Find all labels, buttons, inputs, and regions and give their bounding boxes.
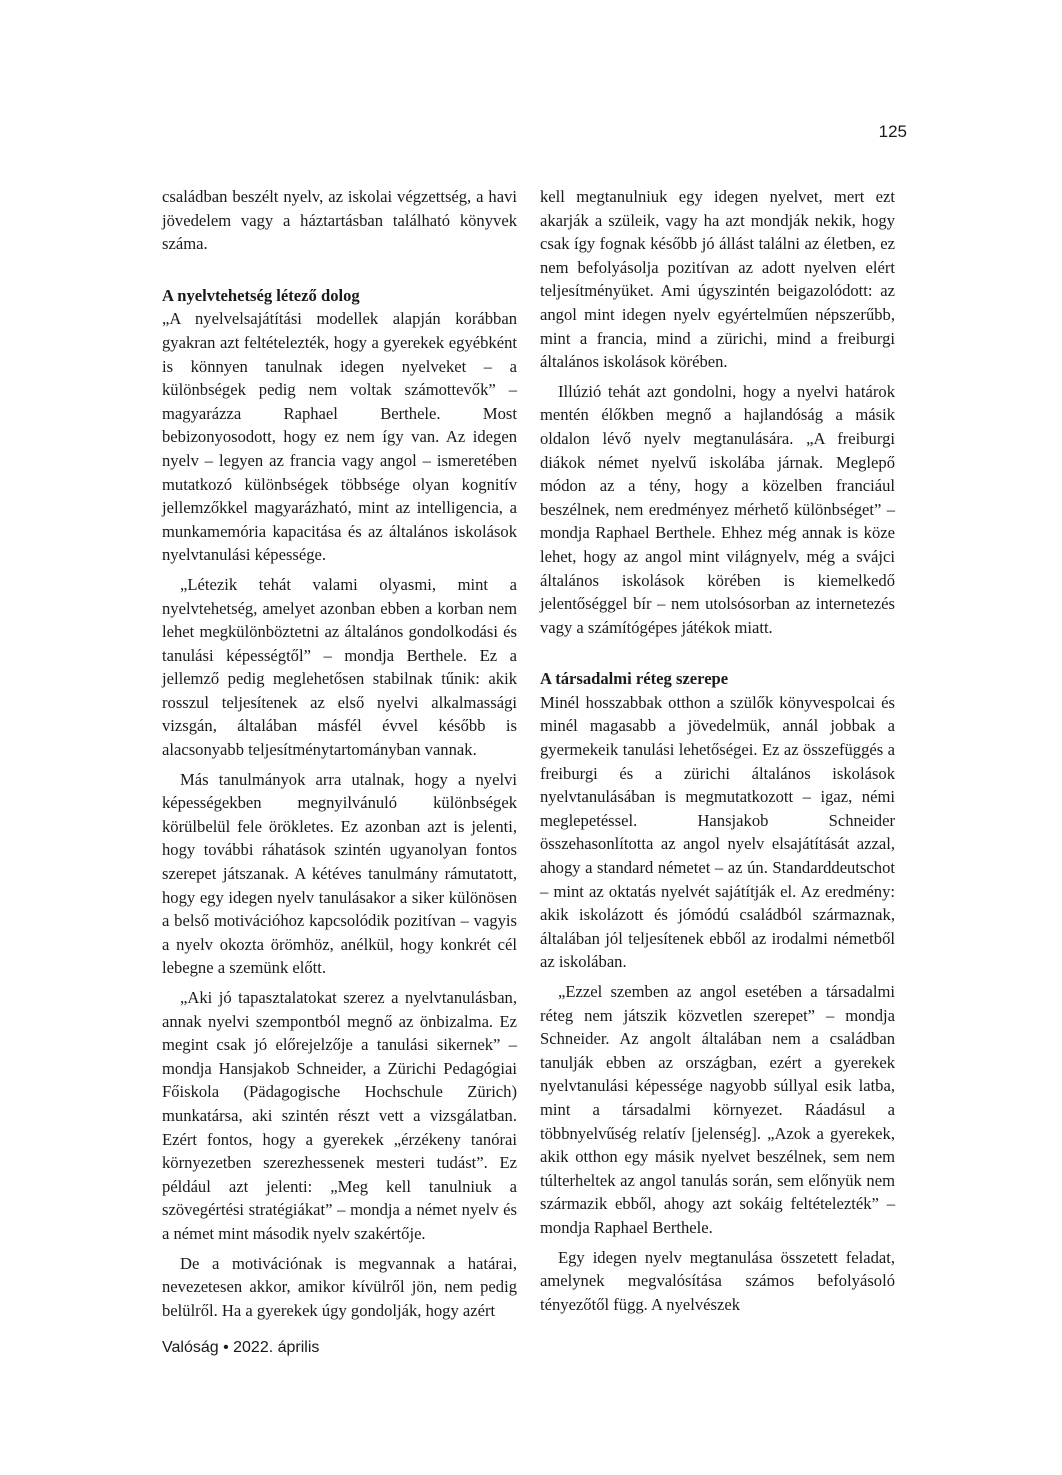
paragraph: Illúzió tehát azt gondolni, hogy a nyelvi határok mentén élőkben megnő a hajlandóság a másik oldalon lévő nyelv megtanulására. „A freiburgi diákok német nyelvű iskolába járnak. Meglepő módon az a tény, hogy a közelben franciául beszélnek, nem eredményez mérhető különbséget” – mondja Raphael Berthele. Ehhez még annak is köze lehet, hogy az angol mint világnyelv, még a svájci általános iskolások körében is kiemelkedő jelentőséggel bír – nem utolsósorban az internetezés vagy a számítógépes játékok miatt. [540, 381, 895, 637]
section-heading: A társadalmi réteg szerepe [540, 669, 729, 689]
paragraph: „Aki jó tapasztalatokat szerez a nyelvtanulásban, annak nyelvi szempontból megnő az önbizalma. Ez megint csak jó előrejelzője a tanulási sikernek” – mondja Hansjakob Schneider, a Zürichi Pedagógiai Főiskola (Pädagogische Hochschule Zürich) munkatársa, aki szintén részt vett a vizsgálatban. Ezért fontos, hogy a gyerekek „érzékeny tanórai környezetben szerezhessenek mesteri tudást”. Ez például azt jelenti: „Meg kell tanulniuk a szövegértési stratégiákat” – mondja a német nyelv és a német mint második nyelv szakértője. [162, 988, 517, 1243]
paragraph: „Ezzel szemben az angol esetében a társadalmi réteg nem játszik közvetlen szerepet” – mondja Schneider. Az angolt általában nem a családban tanulják ebben az országban, ezért a gyerekek nyelvtanulási képessége nagyobb súllyal esik latba, mint a társadalmi környezet. Ráadásul a többnyelvűség relatív [jelenség]. „Azok a gyerekek, akik otthon egy másik nyelvet beszélnek, sem nem túlterheltek az angol tanulás során, sem előnyük nem származik ebből, ahogy azt sokáig feltételezték” – mondja Raphael Berthele. [540, 982, 895, 1237]
page-number: 125 [878, 122, 907, 141]
paragraph: „A nyelvelsajátítási modellek alapján korábban gyakran azt feltételezték, hogy a gyerekek egyébként is könnyen tanulnak idegen nyelveket – a különbségek pedig nem voltak számottevők” – magyarázza Raphael Berthele. Most bebizonyosodott, hogy ez nem így van. Az idegen nyelv – legyen az francia vagy angol – ismeretében mutatkozó különbségek többsége olyan kognitív jellemzőkkel magyarázható, mint az intelligencia, a munkamemória kapacitása és az általános iskolások nyelvtanulási képessége. [162, 309, 517, 565]
footer-publication: Valóság • 2022. április [162, 1339, 320, 1356]
paragraph: kell megtanulniuk egy idegen nyelvet, mert ezt akarják a szüleik, vagy ha azt mondják nekik, hogy csak így fognak később jó állást találni az életben, ez nem befolyásolja pozitívan az adott nyelven elért teljesítményüket. Ami úgyszintén beigazolódott: az angol mint idegen nyelv egyértelműen népszerűbb, mint a francia, mind a zürichi, mind a freiburgi általános iskolások körében. [540, 187, 895, 372]
paragraph: „Létezik tehát valami olyasmi, mint a nyelvtehetség, amelyet azonban ebben a korban nem lehet megkülönböztetni az általános gondolkodási és tanulási képességtől” – mondja Berthele. Ez a jellemző pedig meglehetősen stabilnak tűnik: akik rosszul teljesítenek az első nyelvi alkalmassági vizsgán, általában másfél évvel később is alacsonyabb teljesítménytartományban vannak. [162, 574, 517, 760]
paragraph: Minél hosszabbak otthon a szülők könyvespolcai és minél magasabb a jövedelmük, annál jobbak a gyermekeik tanulási lehetőségei. Ez az összefüggés a freiburgi és a zürichi általános iskolások nyelvtanulásában is megmutatkozott – igaz, némi meglepetéssel. Hansjakob Schneider összehasonlította az angol nyelv elsajátítását azzal, ahogy a standard németet – az ún. Standarddeutschot – mint az oktatás nyelvét sajátítják el. Az eredmény: akik iskolázott és jómódú családból származnak, általában jól teljesítenek ebből az irodalmi németből az iskolában. [540, 692, 895, 972]
left-column [162, 185, 517, 1322]
paragraph: Más tanulmányok arra utalnak, hogy a nyelvi képességekben megnyilvánuló különbségek körülbelül fele örökletes. Ez azonban azt is jelenti, hogy további ráhatások szintén ugyanolyan fontos szerepet játszanak. A kétéves tanulmány rámutatott, hogy egy idegen nyelv tanulásakor a siker különösen a belső motivációhoz kapcsolódik pozitívan – vagyis a nyelv okozta örömhöz, anélkül, hogy konkrét cél lebegne a szemünk előtt. [162, 769, 517, 978]
paragraph: De a motivációnak is megvannak a határai, nevezetesen akkor, amikor kívülről jön, nem pedig belülről. Ha a gyerekek úgy gondolják, hogy azért [162, 1253, 517, 1320]
section-heading: A nyelvtehetség létező dolog [162, 285, 360, 305]
paragraph: Egy idegen nyelv megtanulása összetett feladat, amelynek megvalósítása számos befolyásoló tényezőtől függ. A nyelvészek [540, 1247, 895, 1314]
right-column [540, 185, 895, 1316]
paragraph: családban beszélt nyelv, az iskolai végzettség, a havi jövedelem vagy a háztartásban található könyvek száma. [162, 187, 517, 254]
